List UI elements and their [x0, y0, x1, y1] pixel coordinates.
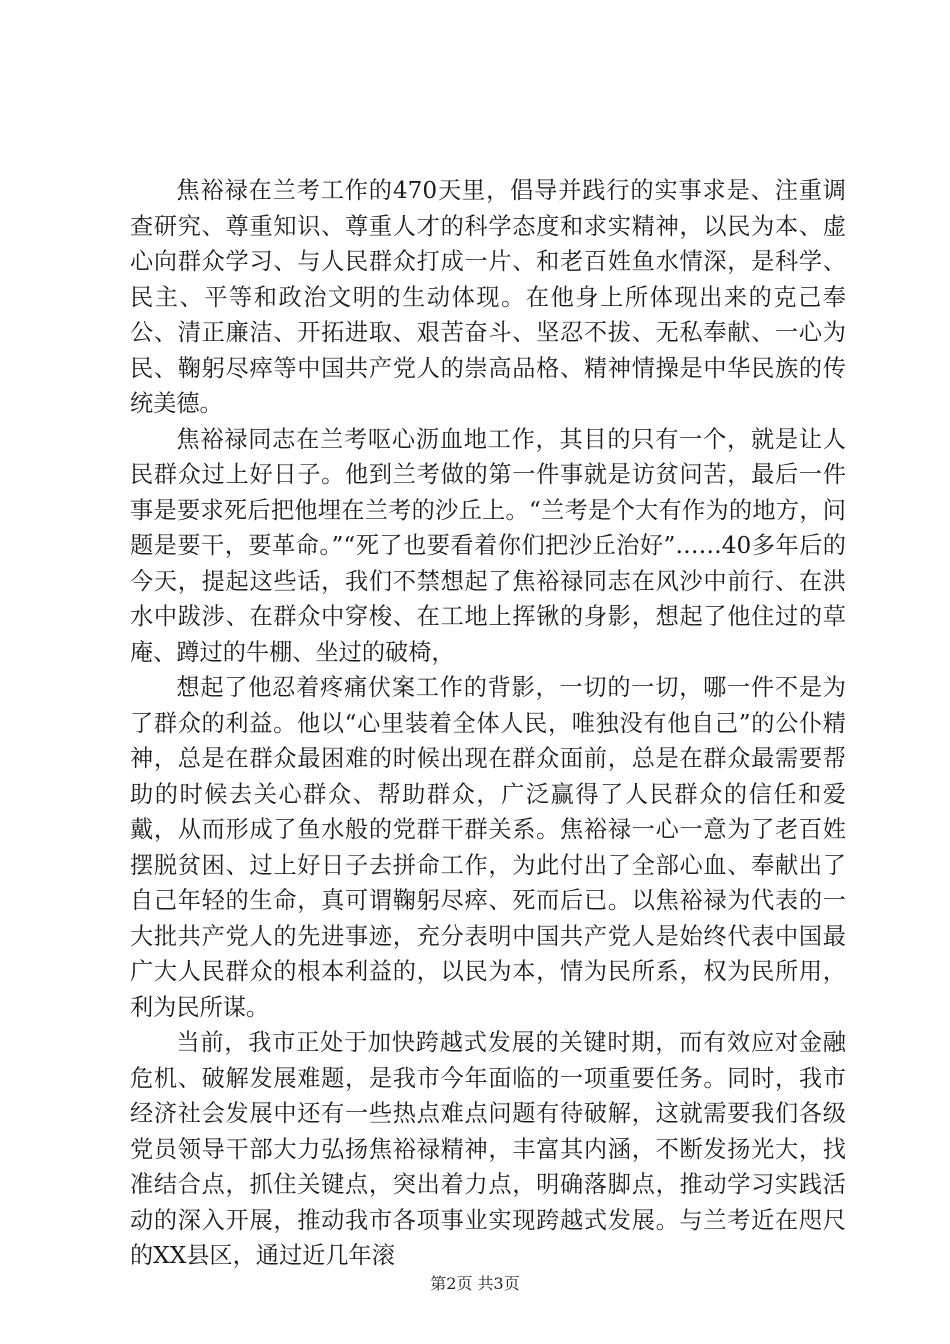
paragraph: 焦裕禄在兰考工作的470天里，倡导并践行的实事求是、注重调查研究、尊重知识、尊重人才的科学态度和求实精神，以民为本、虚心向群众学习、与人民群众打成一片、和老百姓鱼水情深，是科学、民主、平等和政治文明的生动体现。在他身上所体现出来的克己奉公、清正廉洁、开拓进取、艰苦奋斗、坚忍不拔、无私奉献、一心为民、鞠躬尽瘁等中国共产党人的崇高品格、精神情操是中华民族的传统美德。 — [130, 177, 846, 417]
document-body — [130, 173, 846, 1274]
paragraph: 焦裕禄同志在兰考呕心沥血地工作，其目的只有一个，就是让人民群众过上好日子。他到兰考做的第一件事就是访贫问苦，最后一件事是要求死后把他埋在兰考的沙丘上。“兰考是个大有作为的地方，问题是要干，要革命。”“死了也要看着你们把沙丘治好”……40多年后的今天，提起这些话，我们不禁想起了焦裕禄同志在风沙中前行、在洪水中跋涉、在群众中穿梭、在工地上挥锹的身影，想起了他住过的草庵、蹲过的牛棚、坐过的破椅， — [130, 425, 846, 666]
paragraph: 想起了他忍着疼痛伏案工作的背影，一切的一切，哪一件不是为了群众的利益。他以“心里装着全体人民，唯独没有他自己”的公仆精神，总是在群众最困难的时候出现在群众面前，总是在群众最需要帮助的时候去关心群众、帮助群众，广泛赢得了人民群众的信任和爱戴，从而形成了鱼水般的党群干群关系。焦裕禄一心一意为了老百姓摆脱贫困、过上好日子去拼命工作，为此付出了全部心血、奉献出了自己年轻的生命，真可谓鞠躬尽瘁、死而后已。以焦裕禄为代表的一大批共产党人的先进事迹，充分表明中国共产党人是始终代表中国最广大人民群众的根本利益的，以民为本，情为民所系，权为民所用，利为民所谋。 — [130, 674, 846, 1021]
paragraph: 当前，我市正处于加快跨越式发展的关键时期，而有效应对金融危机、破解发展难题，是我市今年面临的一项重要任务。同时，我市经济社会发展中还有一些热点难点问题有待破解，这就需要我们各级党员领导干部大力弘扬焦裕禄精神，丰富其内涵，不断发扬光大，找准结合点，抓住关键点，突出着力点，明确落脚点，推动学习实践活动的深入开展，推动我市各项事业实现跨越式发展。与兰考近在咫尺的XX县区，通过近几年滚 — [130, 1029, 846, 1269]
page-footer: 第2页 共3页 — [430, 1274, 520, 1293]
